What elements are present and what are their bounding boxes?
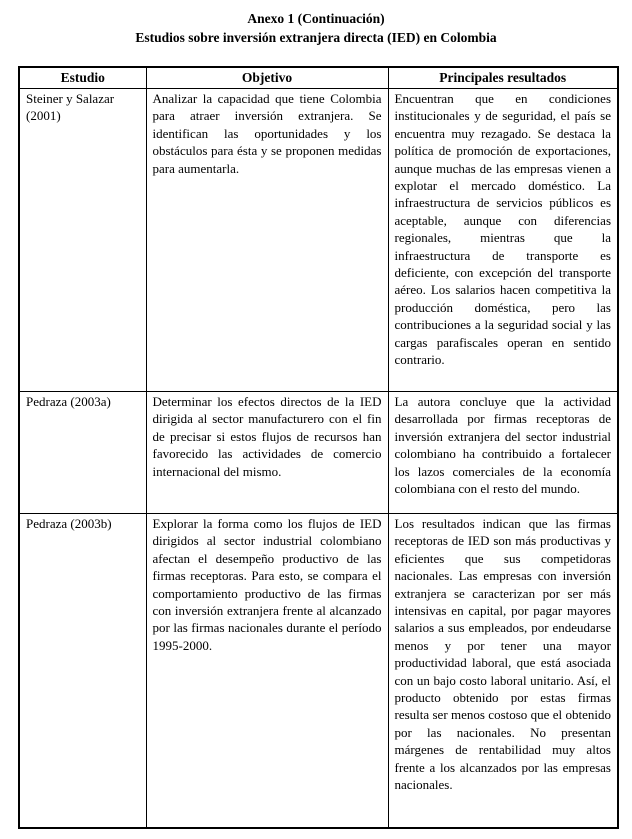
study-objective: Explorar la forma como los flujos de IED dirigidos al sector industrial colombiano afectan el desempeño productivo de las firmas receptoras. Para esto, se compara el comportamiento productivo de las firmas con inversión extranjera frente al alcanzado por las firmas nacionales durante el período 1995-2000. bbox=[146, 514, 388, 828]
table-row bbox=[19, 392, 618, 514]
page-title bbox=[0, 9, 632, 47]
column-header-estudio: Estudio bbox=[19, 67, 146, 89]
table-row bbox=[19, 514, 618, 828]
annex-title-line1: Anexo 1 (Continuación) bbox=[247, 11, 385, 26]
column-header-objetivo: Objetivo bbox=[146, 67, 388, 89]
study-name: Pedraza (2003b) bbox=[19, 514, 146, 828]
study-results: La autora concluye que la actividad desarrollada por firmas receptoras de inversión extranjera del sector industrial colombiano ha contribuido a fortalecer los lazos comerciales de la economía colombiana con el resto del mundo. bbox=[388, 392, 618, 514]
study-results: Encuentran que en condiciones institucionales y de seguridad, el país se encuentra muy rezagado. Se destaca la política de promoción de exportaciones, aunque muchas de las empresas vienen a explotar el mercado doméstico. La infraestructura de servicios públicos es aceptable, aunque con diferencias regionales, mientras que la infraestructura de transporte es deficiente, con excepción del transporte aéreo. Los salarios hacen competitiva la producción doméstica, pero las contribuciones a la seguridad social y las cargas parafiscales operan en sentido contrario. bbox=[388, 89, 618, 392]
study-objective: Determinar los efectos directos de la IED dirigida al sector manufacturero con el fin de precisar si estos flujos de recursos han favorecido las actividades de comercio internacional del mismo. bbox=[146, 392, 388, 514]
study-name: Pedraza (2003a) bbox=[19, 392, 146, 514]
study-objective: Analizar la capacidad que tiene Colombia para atraer inversión extranjera. Se identifican las oportunidades y los obstáculos para ésta y se proponen medidas para aumentarla. bbox=[146, 89, 388, 392]
column-header-resultados: Principales resultados bbox=[388, 67, 618, 89]
annex-title-line2: Estudios sobre inversión extranjera directa (IED) en Colombia bbox=[135, 30, 497, 45]
study-results: Los resultados indican que las firmas receptoras de IED son más productivas y eficientes que sus competidoras nacionales. Las empresas con inversión extranjera se caracterizan por ser más intensivas en capital, por pagar mayores salarios a sus empleados, por endeudarse menos y por tener una mayor productividad laboral, que está asociada con un bajo costo laboral unitario. Así, el producto obtenido por estas firmas resulta ser menos costoso que el obtenido por las nacionales. No presentan márgenes de rentabilidad muy altos frente a los alcanzados por las empresas nacionales. bbox=[388, 514, 618, 828]
table-header-row bbox=[19, 67, 618, 89]
studies-table bbox=[18, 66, 619, 829]
study-name: Steiner y Salazar (2001) bbox=[19, 89, 146, 392]
table-row bbox=[19, 89, 618, 392]
